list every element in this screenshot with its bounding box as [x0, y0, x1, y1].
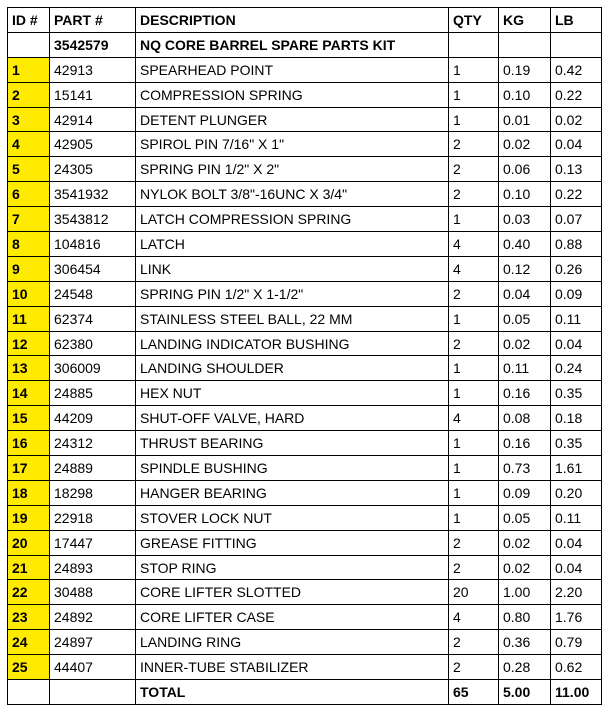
- description-cell: HEX NUT: [136, 381, 449, 406]
- qty-cell: 1: [449, 306, 499, 331]
- table-row: [8, 456, 602, 481]
- description-cell: LINK: [136, 256, 449, 281]
- part-number-cell: 3543812: [50, 207, 136, 232]
- parts-table: [7, 7, 602, 705]
- lb-cell: 0.07: [551, 207, 602, 232]
- description-cell: HANGER BEARING: [136, 480, 449, 505]
- header-qty: QTY: [449, 8, 499, 33]
- qty-cell: 2: [449, 157, 499, 182]
- qty-cell: 1: [449, 57, 499, 82]
- header-description: DESCRIPTION: [136, 8, 449, 33]
- table-row: [8, 207, 602, 232]
- description-cell: CORE LIFTER CASE: [136, 605, 449, 630]
- kg-cell: 0.16: [499, 431, 551, 456]
- id-cell: 11: [8, 306, 50, 331]
- qty-cell: 2: [449, 182, 499, 207]
- kg-cell: 0.16: [499, 381, 551, 406]
- id-cell: 22: [8, 580, 50, 605]
- lb-cell: 0.04: [551, 555, 602, 580]
- part-number-cell: 44407: [50, 655, 136, 680]
- qty-cell: 1: [449, 207, 499, 232]
- table-row: [8, 256, 602, 281]
- kg-cell: 0.10: [499, 82, 551, 107]
- part-number-cell: 104816: [50, 232, 136, 257]
- header-id: ID #: [8, 8, 50, 33]
- description-cell: DETENT PLUNGER: [136, 107, 449, 132]
- description-cell: STAINLESS STEEL BALL, 22 MM: [136, 306, 449, 331]
- id-cell: 6: [8, 182, 50, 207]
- part-number-cell: 42905: [50, 132, 136, 157]
- kg-cell: 0.02: [499, 555, 551, 580]
- id-cell: 14: [8, 381, 50, 406]
- qty-cell: 4: [449, 232, 499, 257]
- part-number-cell: 3541932: [50, 182, 136, 207]
- table-row: [8, 356, 602, 381]
- part-number-cell: 24305: [50, 157, 136, 182]
- header-part: PART #: [50, 8, 136, 33]
- lb-cell: 0.20: [551, 480, 602, 505]
- part-number-cell: 22918: [50, 505, 136, 530]
- description-cell: COMPRESSION SPRING: [136, 82, 449, 107]
- part-number-cell: 24897: [50, 630, 136, 655]
- id-cell: 19: [8, 505, 50, 530]
- id-cell: 8: [8, 232, 50, 257]
- id-cell: 23: [8, 605, 50, 630]
- kg-cell: 0.12: [499, 256, 551, 281]
- table-row: [8, 505, 602, 530]
- kg-cell: 0.06: [499, 157, 551, 182]
- table-row: [8, 381, 602, 406]
- qty-cell: 4: [449, 256, 499, 281]
- lb-cell: 0.22: [551, 182, 602, 207]
- description-cell: SPRING PIN 1/2" X 1-1/2": [136, 281, 449, 306]
- part-number-cell: 62380: [50, 331, 136, 356]
- kg-cell: 0.80: [499, 605, 551, 630]
- total-row: [8, 680, 602, 705]
- part-number-cell: 24889: [50, 456, 136, 481]
- table-row: [8, 306, 602, 331]
- id-cell: 7: [8, 207, 50, 232]
- description-cell: INNER-TUBE STABILIZER: [136, 655, 449, 680]
- lb-cell: 0.11: [551, 505, 602, 530]
- id-cell: 9: [8, 256, 50, 281]
- total-label: TOTAL: [136, 680, 449, 705]
- kg-cell: 0.02: [499, 331, 551, 356]
- qty-cell: 1: [449, 356, 499, 381]
- kg-cell: 0.05: [499, 306, 551, 331]
- kit-lb-cell: [551, 32, 602, 57]
- table-row: [8, 530, 602, 555]
- id-cell: 16: [8, 431, 50, 456]
- id-cell: 15: [8, 406, 50, 431]
- kit-description: NQ CORE BARREL SPARE PARTS KIT: [136, 32, 449, 57]
- table-row: [8, 281, 602, 306]
- description-cell: SPEARHEAD POINT: [136, 57, 449, 82]
- kg-cell: 0.19: [499, 57, 551, 82]
- part-number-cell: 306009: [50, 356, 136, 381]
- part-number-cell: 15141: [50, 82, 136, 107]
- table-row: [8, 157, 602, 182]
- table-row: [8, 630, 602, 655]
- lb-cell: 0.62: [551, 655, 602, 680]
- kg-cell: 0.28: [499, 655, 551, 680]
- qty-cell: 1: [449, 381, 499, 406]
- description-cell: LATCH COMPRESSION SPRING: [136, 207, 449, 232]
- id-cell: 10: [8, 281, 50, 306]
- part-number-cell: 62374: [50, 306, 136, 331]
- table-row: [8, 605, 602, 630]
- part-number-cell: 42914: [50, 107, 136, 132]
- qty-cell: 2: [449, 331, 499, 356]
- lb-cell: 1.61: [551, 456, 602, 481]
- qty-cell: 1: [449, 505, 499, 530]
- qty-cell: 2: [449, 530, 499, 555]
- id-cell: 1: [8, 57, 50, 82]
- lb-cell: 0.35: [551, 431, 602, 456]
- table-row: [8, 232, 602, 257]
- header-row: [8, 8, 602, 33]
- part-number-cell: 44209: [50, 406, 136, 431]
- id-cell: 12: [8, 331, 50, 356]
- qty-cell: 2: [449, 555, 499, 580]
- qty-cell: 1: [449, 431, 499, 456]
- kg-cell: 0.05: [499, 505, 551, 530]
- lb-cell: 0.88: [551, 232, 602, 257]
- kg-cell: 0.02: [499, 530, 551, 555]
- id-cell: 17: [8, 456, 50, 481]
- qty-cell: 2: [449, 132, 499, 157]
- qty-cell: 1: [449, 456, 499, 481]
- id-cell: 20: [8, 530, 50, 555]
- lb-cell: 0.02: [551, 107, 602, 132]
- description-cell: SHUT-OFF VALVE, HARD: [136, 406, 449, 431]
- lb-cell: 0.26: [551, 256, 602, 281]
- description-cell: SPRING PIN 1/2" X 2": [136, 157, 449, 182]
- table-row: [8, 406, 602, 431]
- table-row: [8, 132, 602, 157]
- lb-cell: 2.20: [551, 580, 602, 605]
- id-cell: 18: [8, 480, 50, 505]
- qty-cell: 2: [449, 630, 499, 655]
- lb-cell: 0.42: [551, 57, 602, 82]
- part-number-cell: 18298: [50, 480, 136, 505]
- table-row: [8, 555, 602, 580]
- part-number-cell: 24885: [50, 381, 136, 406]
- lb-cell: 0.18: [551, 406, 602, 431]
- total-qty: 65: [449, 680, 499, 705]
- description-cell: THRUST BEARING: [136, 431, 449, 456]
- id-cell: 21: [8, 555, 50, 580]
- description-cell: NYLOK BOLT 3/8"-16UNC X 3/4": [136, 182, 449, 207]
- id-cell: 24: [8, 630, 50, 655]
- qty-cell: 20: [449, 580, 499, 605]
- kit-row: [8, 32, 602, 57]
- part-number-cell: 24892: [50, 605, 136, 630]
- lb-cell: 0.09: [551, 281, 602, 306]
- id-cell: 13: [8, 356, 50, 381]
- table-row: [8, 182, 602, 207]
- kg-cell: 0.40: [499, 232, 551, 257]
- lb-cell: 0.04: [551, 331, 602, 356]
- kg-cell: 0.03: [499, 207, 551, 232]
- kg-cell: 0.09: [499, 480, 551, 505]
- part-number-cell: 24893: [50, 555, 136, 580]
- total-lb: 11.00: [551, 680, 602, 705]
- lb-cell: 0.13: [551, 157, 602, 182]
- lb-cell: 0.79: [551, 630, 602, 655]
- total-kg: 5.00: [499, 680, 551, 705]
- description-cell: LANDING SHOULDER: [136, 356, 449, 381]
- total-part-cell: [50, 680, 136, 705]
- qty-cell: 1: [449, 82, 499, 107]
- lb-cell: 0.11: [551, 306, 602, 331]
- description-cell: CORE LIFTER SLOTTED: [136, 580, 449, 605]
- qty-cell: 2: [449, 655, 499, 680]
- description-cell: STOP RING: [136, 555, 449, 580]
- part-number-cell: 24312: [50, 431, 136, 456]
- lb-cell: 0.35: [551, 381, 602, 406]
- description-cell: GREASE FITTING: [136, 530, 449, 555]
- lb-cell: 0.04: [551, 132, 602, 157]
- table-row: [8, 57, 602, 82]
- table-row: [8, 331, 602, 356]
- lb-cell: 0.22: [551, 82, 602, 107]
- qty-cell: 1: [449, 107, 499, 132]
- kg-cell: 0.08: [499, 406, 551, 431]
- table-row: [8, 655, 602, 680]
- part-number-cell: 17447: [50, 530, 136, 555]
- kg-cell: 1.00: [499, 580, 551, 605]
- lb-cell: 0.04: [551, 530, 602, 555]
- kg-cell: 0.02: [499, 132, 551, 157]
- table-row: [8, 580, 602, 605]
- qty-cell: 4: [449, 605, 499, 630]
- header-lb: LB: [551, 8, 602, 33]
- part-number-cell: 30488: [50, 580, 136, 605]
- description-cell: SPIROL PIN 7/16" X 1": [136, 132, 449, 157]
- total-id-cell: [8, 680, 50, 705]
- description-cell: SPINDLE BUSHING: [136, 456, 449, 481]
- part-number-cell: 306454: [50, 256, 136, 281]
- id-cell: 4: [8, 132, 50, 157]
- table-row: [8, 82, 602, 107]
- kg-cell: 0.11: [499, 356, 551, 381]
- description-cell: LANDING INDICATOR BUSHING: [136, 331, 449, 356]
- part-number-cell: 24548: [50, 281, 136, 306]
- table-row: [8, 107, 602, 132]
- description-cell: STOVER LOCK NUT: [136, 505, 449, 530]
- qty-cell: 1: [449, 480, 499, 505]
- id-cell: 5: [8, 157, 50, 182]
- qty-cell: 4: [449, 406, 499, 431]
- qty-cell: 2: [449, 281, 499, 306]
- description-cell: LANDING RING: [136, 630, 449, 655]
- kit-kg-cell: [499, 32, 551, 57]
- kit-id-cell: [8, 32, 50, 57]
- part-number-cell: 42913: [50, 57, 136, 82]
- lb-cell: 0.24: [551, 356, 602, 381]
- table-row: [8, 431, 602, 456]
- kg-cell: 0.73: [499, 456, 551, 481]
- kg-cell: 0.04: [499, 281, 551, 306]
- id-cell: 25: [8, 655, 50, 680]
- kit-qty-cell: [449, 32, 499, 57]
- id-cell: 2: [8, 82, 50, 107]
- kit-part-number: 3542579: [50, 32, 136, 57]
- kg-cell: 0.10: [499, 182, 551, 207]
- description-cell: LATCH: [136, 232, 449, 257]
- header-kg: KG: [499, 8, 551, 33]
- table-row: [8, 480, 602, 505]
- id-cell: 3: [8, 107, 50, 132]
- kg-cell: 0.36: [499, 630, 551, 655]
- lb-cell: 1.76: [551, 605, 602, 630]
- kg-cell: 0.01: [499, 107, 551, 132]
